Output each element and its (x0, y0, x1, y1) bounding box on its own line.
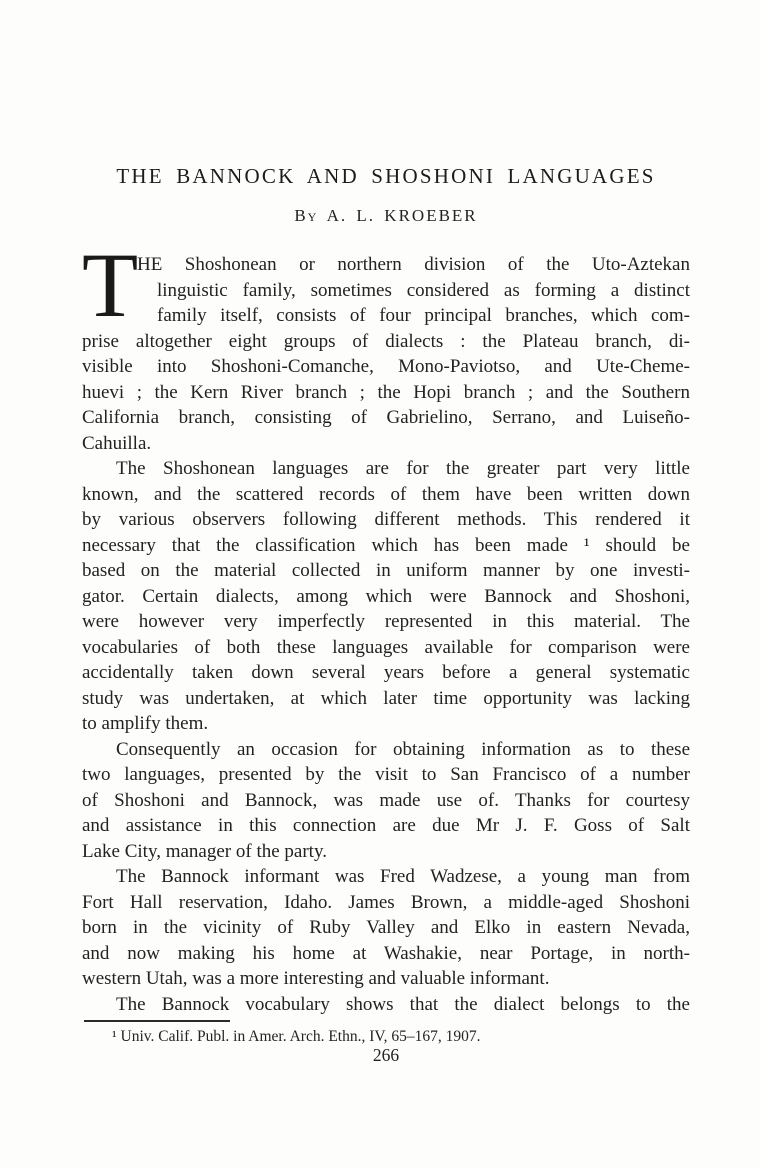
text-line: accidentally taken down several years before a general systematic (82, 662, 690, 683)
text-line: western Utah, was a more interesting and valuable informant. (82, 968, 550, 989)
text-line: two languages, presented by the visit to San Francisco of a number (82, 764, 690, 785)
page-number: 266 (372, 1045, 400, 1065)
footnote-text: ¹ Univ. Calif. Publ. in Amer. Arch. Ethn., IV, 65–167, 1907. (112, 1028, 481, 1045)
text-line: family itself, consists of four principal branches, which com- (157, 305, 690, 326)
article-title: THE BANNOCK AND SHOSHONI LANGUAGES (116, 164, 656, 188)
text-line: study was undertaken, at which later time opportunity was lacking (82, 687, 690, 709)
text-line: Fort Hall reservation, Idaho. James Brown, a middle-aged Shoshoni (82, 891, 690, 913)
text-line: were however very imperfectly represented in this material. The (82, 611, 690, 632)
text-line: born in the vicinity of Ruby Valley and Elko in eastern Nevada, (82, 917, 690, 938)
text-line: necessary that the classification which has been made ¹ should be (82, 534, 690, 556)
text-line: Lake City, manager of the party. (82, 840, 327, 862)
article-body (82, 234, 690, 1017)
text-line: The Shoshonean languages are for the greater part very little (116, 458, 690, 479)
text-line: California branch, consisting of Gabrielino, Serrano, and Luiseño- (82, 407, 690, 428)
text-line: The Bannock vocabulary shows that the dialect belongs to the (116, 993, 690, 1015)
text-line: huevi ; the Kern River branch ; the Hopi branch ; and the Southern (82, 381, 690, 403)
text-line: Consequently an occasion for obtaining information as to these (116, 738, 690, 760)
text-line: of Shoshoni and Bannock, was made use of. Thanks for courtesy (82, 789, 690, 811)
drop-cap: T (82, 234, 139, 336)
text-line: gator. Certain dialects, among which were Bannock and Shoshoni, (82, 585, 690, 607)
article-lines (82, 252, 690, 1017)
text-line: and now making his home at Washakie, near Portage, in north- (82, 942, 690, 964)
text-line: visible into Shoshoni-Comanche, Mono-Paviotso, and Ute-Cheme- (82, 356, 690, 377)
text-line: and assistance in this connection are due Mr J. F. Goss of Salt (82, 815, 690, 836)
text-line: known, and the scattered records of them have been written down (82, 483, 690, 505)
text-line: to amplify them. (82, 713, 209, 734)
article-byline: By A. L. KROEBER (294, 206, 478, 225)
text-line: based on the material collected in uniform manner by one investi- (82, 560, 690, 581)
text-line: prise altogether eight groups of dialects : the Plateau branch, di- (82, 330, 690, 352)
text-line: linguistic family, sometimes considered as forming a distinct (157, 279, 690, 301)
text-line: Cahuilla. (82, 432, 152, 454)
footnote-rule (84, 1020, 230, 1022)
text-line: The Bannock informant was Fred Wadzese, a young man from (116, 866, 690, 887)
text-line: by various observers following different methods. This rendered it (82, 509, 690, 530)
text-line: HE Shoshonean or northern division of the Uto-Aztekan (137, 254, 690, 275)
text-line: vocabularies of both these languages available for comparison were (82, 636, 690, 658)
